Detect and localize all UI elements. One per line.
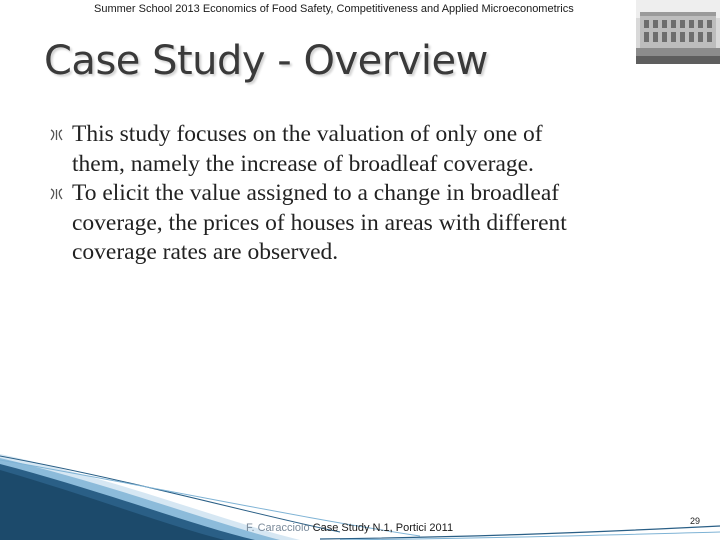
bullet-line: coverage rates are observed. (72, 239, 339, 265)
header-text: Summer School 2013 Economics of Food Safety, Competitiveness and Applied Microeconometrics (94, 3, 574, 15)
ornament-bullet-icon (50, 188, 63, 200)
bullet-line: coverage, the prices of houses in areas with different (72, 209, 567, 236)
bullet-list (50, 120, 690, 268)
page-number: 29 (690, 516, 701, 526)
footer-citation (246, 522, 453, 534)
bullet-line: This study focuses on the valuation of only one of (72, 121, 543, 147)
bullet-item (50, 179, 690, 268)
slide-title: Case Study - Overview (44, 38, 488, 84)
footer-author: F. Caracciolo (246, 522, 310, 534)
building-photo (636, 0, 720, 64)
ornament-bullet-icon (50, 129, 63, 141)
footer-citation-text: Case Study N.1, Portici 2011 (312, 522, 454, 534)
bullet-item (50, 120, 690, 179)
bullet-line: them, namely the increase of broadleaf coverage. (72, 150, 534, 177)
bullet-line: To elicit the value assigned to a change in broadleaf (72, 180, 560, 206)
